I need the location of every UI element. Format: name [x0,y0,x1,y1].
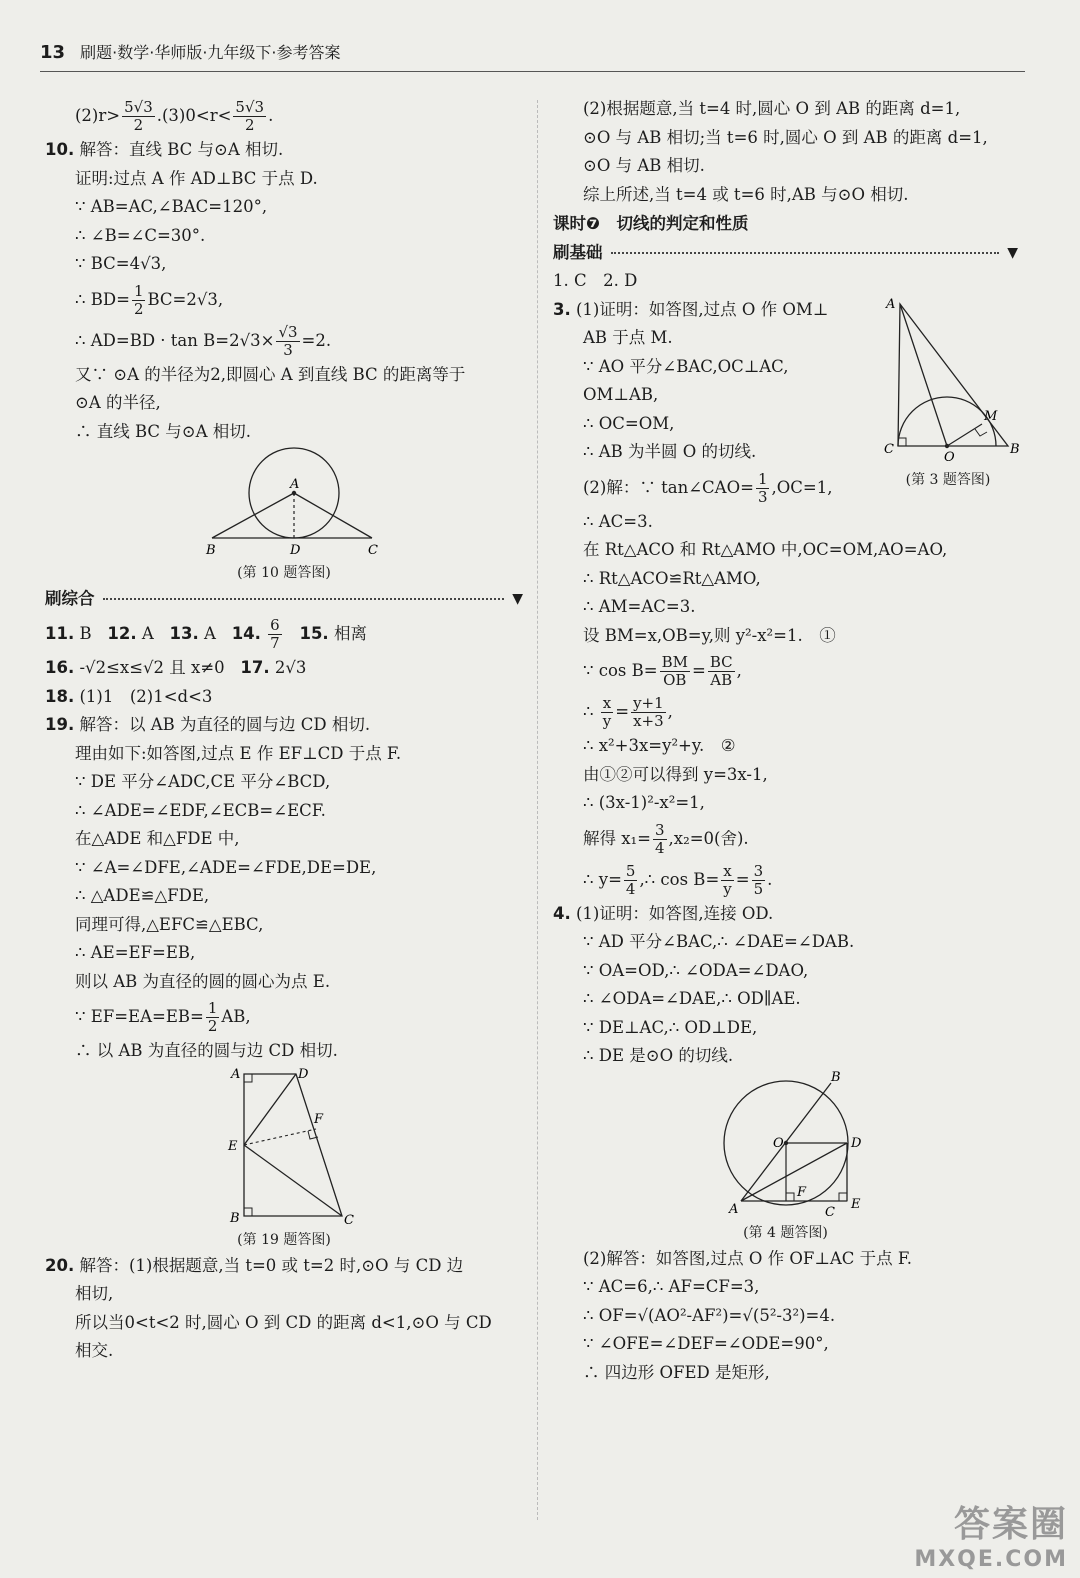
text-line: (2)解：∵ tan∠CAO= $\frac{1}{3}$ ,OC=1, [583,469,833,506]
question-number: 4. [553,903,571,923]
watermark [914,1496,1068,1572]
fraction: $\frac{5√3}{2}$ [235,98,265,134]
fig-label: C [824,1204,835,1220]
fraction: $\frac{1}{3}$ [757,469,768,506]
text-line: ∴ AE=EF=EB, [75,943,196,962]
text-line: ∴ 以 AB 为直径的圆与边 CD 相切. [75,1041,338,1060]
fig-label: F [314,1111,324,1127]
fig-label: C [344,1212,354,1228]
text-line: ∴ AM=AC=3. [583,597,696,616]
left-column [45,95,523,1366]
answers-16-17: 16. -√2≤x≤√2 且 x≠0 17. 2√3 [45,658,307,677]
text-line: ∵ ∠OFE=∠DEF=∠ODE=90°, [583,1334,829,1353]
text-line: 由①②可以得到 y=3x-1, [583,764,768,784]
fraction: $\frac{1}{2}$ [207,999,218,1035]
question-number: 10. [45,140,75,159]
figure-caption: (第 10 题答图) [237,565,331,581]
text-line: ∴ △ADE≌△FDE, [75,886,210,905]
text-line: ∴ AB 为半圆 O 的切线. [583,442,757,461]
question-19 [45,711,523,1252]
text-line: ∵ AO 平分∠BAC,OC⊥AC, [583,356,789,376]
fraction: $\frac{1}{2}$ [133,281,144,318]
book-title: 刷题·数学·华师版·九年级下·参考答案 [80,43,341,62]
fig-label: O [772,1135,784,1151]
fig-label: F [796,1184,806,1200]
text-line: ∵ AC=6,∴ AF=CF=3, [583,1277,760,1296]
text-line: AB 于点 M. [583,328,673,347]
text-line: 又∵ ⊙A 的半径为2,即圆心 A 到直线 BC 的距离等于 [75,364,466,384]
text-line: ∴ AC=3. [583,511,653,531]
question-4 [553,900,1018,1388]
text-line: ∴ Rt△ACO≌Rt△AMO, [583,568,761,588]
question-number: 3. [553,299,571,319]
text-line: ∴ y= $\frac{5}{4}$ ,∴ cos B= $\frac{x}{y}$ = $\frac{3}{5}$ . [583,861,773,898]
text-line: 则以 AB 为直径的圆的圆心为点 E. [75,971,331,991]
fig-label: A [231,1066,241,1082]
answers-11-15: 11. B 12. A 13. A 14. $\frac{6}{7}$ 15. 相离 [45,616,367,652]
fig-label: C [884,441,894,457]
text-line: ∵ DE 平分∠ADC,CE 平分∠BCD, [75,772,331,791]
text-line: 证明:过点 A 作 AD⊥BC 于点 D. [75,168,318,188]
figure-q19-diagram [204,1066,364,1228]
text-line: ∵ EF=EA=EB= $\frac{1}{2}$ AB, [75,999,251,1035]
figure-q3-diagram [878,296,1018,464]
text-line: 解得 x₁= $\frac{3}{4}$ ,x₂=0(舍). [583,820,749,857]
fig-label: O [944,449,955,465]
answers-18: 18. (1)1 (2)1<d<3 [45,686,213,706]
text-line: 在△ADE 和△FDE 中, [75,829,240,848]
text-line: (1)证明：如答图,过点 O 作 OM⊥ [576,299,829,319]
text-line: ∵ ∠A=∠DFE,∠ADE=∠FDE,DE=DE, [75,857,377,877]
page-header [40,40,1025,72]
fig-label: C [368,543,378,558]
question-number: 19. [45,715,75,734]
text-line: ∵ AD 平分∠BAC,∴ ∠DAE=∠DAB. [583,932,855,951]
column-divider [537,100,539,1520]
text-line: 解答：直线 BC 与⊙A 相切. [79,140,284,159]
q9-continuation: (2)r> $\frac{5√3}{2}$ .(3)0<r< $\frac{5√3}{2}$ . [75,98,274,134]
figure-q4-diagram [701,1071,871,1221]
text-line: ∵ DE⊥AC,∴ OD⊥DE, [583,1017,758,1037]
text-line: 在 Rt△ACO 和 Rt△AMO 中,OC=OM,AO=AO, [583,540,948,559]
figure-q4 [553,1071,1018,1245]
fig-label: A [886,296,896,312]
text-line: ∴ ∠B=∠C=30°. [75,225,206,245]
text-line: ⊙A 的半径, [75,393,161,412]
text-line: ∴ BD= $\frac{1}{2}$ BC=2√3, [75,281,224,318]
fig-label: A [290,477,300,492]
text-line: ∴ OF=√(AO²-AF²)=√(5²-3²)=4. [583,1305,836,1325]
watermark-url: MXQE.COM [914,1547,1068,1572]
fig-label: B [1010,441,1020,457]
triangle-icon: ▼ [512,591,523,607]
fig-label: D [298,1066,309,1082]
text-line: ⊙O 与 AB 相切. [583,156,705,175]
text-line: ∴ ∠ODA=∠DAE,∴ OD∥AE. [583,989,801,1008]
figure-q10-diagram [184,446,384,561]
fig-label: E [850,1196,860,1212]
question-20 [45,1252,523,1366]
text-line: 理由如下:如答图,过点 E 作 EF⊥CD 于点 F. [75,743,402,763]
text-line: ∴ ∠ADE=∠EDF,∠ECB=∠ECF. [75,800,326,820]
text-line: 解答：(1)根据题意,当 t=0 或 t=2 时,⊙O 与 CD 边 [79,1255,464,1275]
text-line: ∴ 四边形 OFED 是矩形, [583,1362,770,1382]
figure-q10 [45,446,523,585]
text-line: 相切, [75,1284,114,1303]
question-3 [553,296,1018,900]
text-line: (2)根据题意,当 t=4 时,圆心 O 到 AB 的距离 d=1, [583,99,961,118]
text-line: ∴ DE 是⊙O 的切线. [583,1046,734,1065]
fig-label: M [984,408,998,424]
fig-label: D [850,1135,861,1151]
figure-q19 [45,1066,523,1252]
text-line: ∴ x²+3x=y²+y. ② [583,736,736,755]
text-line: 相交. [75,1341,114,1360]
fraction: $\frac{5√3}{2}$ [124,98,153,134]
text-line: ⊙O 与 AB 相切;当 t=6 时,圆心 O 到 AB 的距离 d=1, [583,127,988,147]
text-line: 设 BM=x,OB=y,则 y²-x²=1. ① [583,625,836,645]
text-line: ∴ OC=OM, [583,413,675,433]
text-line: ∴ (3x-1)²-x²=1, [583,793,705,812]
text-line: ∵ AB=AC,∠BAC=120°, [75,197,268,216]
figure-caption: (第 4 题答图) [743,1224,828,1241]
fig-label: E [228,1138,238,1154]
right-column [553,95,1018,1387]
fig-label: A [728,1201,738,1217]
text-line: 同理可得,△EFC≌△EBC, [75,914,264,934]
fig-label: B [206,543,216,558]
fraction: $\frac{√3}{3}$ [278,322,298,359]
fig-label: B [230,1210,240,1226]
fig-label: D [290,543,301,558]
text-line: (2)解答：如答图,过点 O 作 OF⊥AC 于点 F. [583,1248,913,1268]
figure-caption: (第 3 题答图) [905,471,991,488]
text-line: ∴ AD=BD · tan B=2√3× $\frac{√3}{3}$ =2. [75,322,332,359]
fig-label: B [830,1069,841,1085]
text-line: (1)证明：如答图,连接 OD. [576,903,774,923]
question-number: 20. [45,1255,75,1275]
fraction: $\frac{6}{7}$ [270,616,280,652]
figure-caption: (第 19 题答图) [237,1231,331,1248]
watermark-brand: 答案圈 [953,1504,1068,1545]
text-line: 所以当0<t<2 时,圆心 O 到 CD 的距离 d<1,⊙O 与 CD [75,1312,492,1332]
text-line: ∵ BC=4√3, [75,254,167,273]
figure-q3 [878,296,1018,492]
question-10 [45,136,523,585]
answers-1-2: 1. C 2. D [553,271,638,290]
page-number: 13 [40,42,66,63]
text-line: OM⊥AB, [583,385,659,404]
text-line: ∴ $\frac{x}{y}$ = $\frac{y+1}{x+3}$ , [583,694,673,730]
triangle-icon: ▼ [1007,245,1018,261]
section-header-zonghe: 刷综合 ▼ [45,585,523,613]
text-line: ∵ cos B= $\frac{BM}{OB}$ = $\frac{BC}{AB}$ , [583,653,742,689]
text-line: ∴ 直线 BC 与⊙A 相切. [75,421,252,441]
section-header-jichu: 刷基础 ▼ [553,239,1018,267]
text-line: 综上所述,当 t=4 或 t=6 时,AB 与⊙O 相切. [583,184,909,204]
text-line: ∵ OA=OD,∴ ∠ODA=∠DAO, [583,960,809,980]
lesson-title: 课时❼ 切线的判定和性质 [553,214,749,233]
text-line: 解答：以 AB 为直径的圆与边 CD 相切. [79,715,371,734]
